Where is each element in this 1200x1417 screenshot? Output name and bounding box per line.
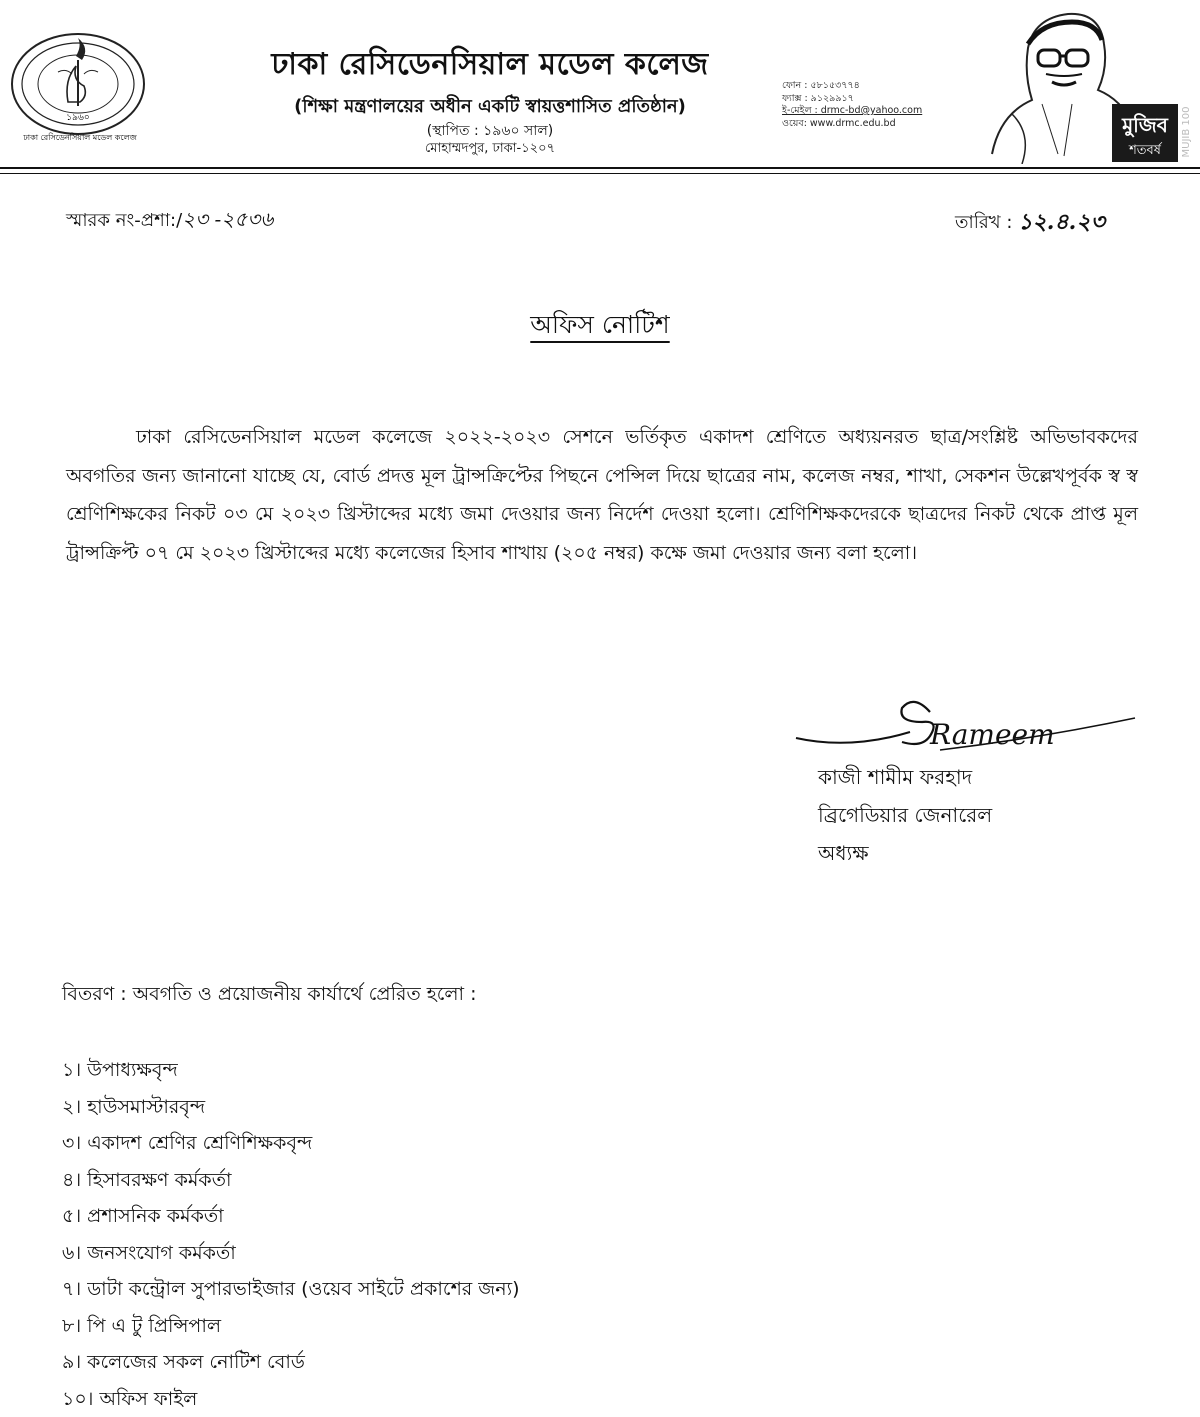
header-divider-thin (0, 173, 1200, 174)
email-address: ই-মেইল : drmc-bd@yahoo.com (782, 105, 982, 118)
memo-reference (66, 205, 273, 238)
college-seal-logo (6, 30, 156, 142)
centenary-badge-sub: শতবর্ষ (1128, 142, 1163, 158)
signatory-name: কাজী শামীম ফরহাদ (818, 758, 992, 796)
seal-ring-text: ঢাকা রেসিডেনসিয়াল মডেল কলেজ (22, 133, 137, 142)
fax-number: ফ্যাক্স : ৯১২৯৯১৭ (782, 93, 982, 106)
date-value: ১২.৪.২৩ (1018, 209, 1105, 235)
list-item: ২। হাউসমাস্টারবৃন্দ (62, 1089, 520, 1126)
signatory-block (818, 758, 992, 872)
memo-number: ২৩ -২৫৩৬ (182, 207, 273, 231)
list-item: ৩। একাদশ শ্রেণির শ্রেণিশিক্ষকবৃন্দ (62, 1125, 520, 1162)
list-item: ৭। ডাটা কন্ট্রোল সুপারভাইজার (ওয়েব সাইটে প্রকাশের জন্য) (62, 1271, 520, 1308)
list-item: ৫। প্রশাসনিক কর্মকর্তা (62, 1198, 520, 1235)
signatory-rank: ব্রিগেডিয়ার জেনারেল (818, 796, 992, 834)
college-name: ঢাকা রেসিডেনসিয়াল মডেল কলেজ (170, 40, 810, 91)
date-label: তারিখ : (955, 212, 1012, 233)
phone-number: ফোন : ৫৮১৫৩৭৭৪ (782, 80, 982, 93)
list-item: ৬। জনসংযোগ কর্মকর্তা (62, 1235, 520, 1272)
established-year: (স্থাপিত : ১৯৬০ সাল) (300, 119, 680, 143)
website-address: ওয়েব: www.drmc.edu.bd (782, 118, 982, 131)
college-address: মোহাম্মদপুর, ঢাকা-১২০৭ (300, 139, 680, 160)
signature-text: Rameem (929, 718, 1055, 751)
handwritten-signature (790, 688, 1140, 768)
college-subtitle: (শিক্ষা মন্ত্রণালয়ের অধীন একটি স্বায়ত্তশাসিত প্রতিষ্ঠান) (200, 92, 780, 123)
memo-label: স্মারক নং-প্রশা:/ (66, 210, 182, 231)
list-item: ৪। হিসাবরক্ষণ কর্মকর্তা (62, 1162, 520, 1199)
list-item: ৮। পি এ টু প্রিন্সিপাল (62, 1308, 520, 1345)
distribution-list (62, 1052, 520, 1417)
mujib-centenary-portrait (972, 4, 1200, 164)
centenary-badge-title: মুজিব (1121, 113, 1169, 138)
signatory-designation: অধ্যক্ষ (818, 834, 992, 872)
list-item: ১০। অফিস ফাইল (62, 1381, 520, 1417)
list-item: ১। উপাধ্যক্ষবৃন্দ (62, 1052, 520, 1089)
seal-year: ১৯৬০ (66, 113, 89, 123)
distribution-heading: বিতরণ : অবগতি ও প্রয়োজনীয় কার্যার্থে প্রেরিত হলো : (62, 980, 476, 1012)
header-divider (0, 167, 1200, 169)
list-item: ৯। কলেজের সকল নোটিশ বোর্ড (62, 1344, 520, 1381)
centenary-side-text: MUJIB 100 (1181, 107, 1192, 158)
contact-block (782, 80, 982, 130)
issue-date (955, 205, 1105, 242)
notice-title: অফিস নোটিশ (440, 305, 760, 348)
notice-body: ঢাকা রেসিডেনসিয়াল মডেল কলেজে ২০২২-২০২৩ সেশনে ভর্তিকৃত একাদশ শ্রেণিতে অধ্যয়নরত ছাত্র/সংশ্লিষ্ট অভিভাবকদের অবগতির জন্য জানানো যাচ্ছে যে, বোর্ড প্রদত্ত মূল ট্রান্সক্রিপ্টের পিছনে পেন্সিল দিয়ে ছাত্রের নাম, কলেজ নম্বর, শাখা, সেকশন উল্লেখপূর্বক স্ব স্ব শ্রেণিশিক্ষকের নিকট ০৩ মে ২০২৩ খ্রিস্টাব্দের মধ্যে জমা দেওয়ার জন্য নির্দেশ দেওয়া হলো। শ্রেণিশিক্ষকদেরকে ছাত্রদের নিকট থেকে প্রাপ্ত মূল ট্রান্সক্রিপ্ট ০৭ মে ২০২৩ খ্রিস্টাব্দের মধ্যে কলেজের হিসাব শাখায় (২০৫ নম্বর) কক্ষে জমা দেওয়ার জন্য বলা হলো। (66, 418, 1138, 572)
